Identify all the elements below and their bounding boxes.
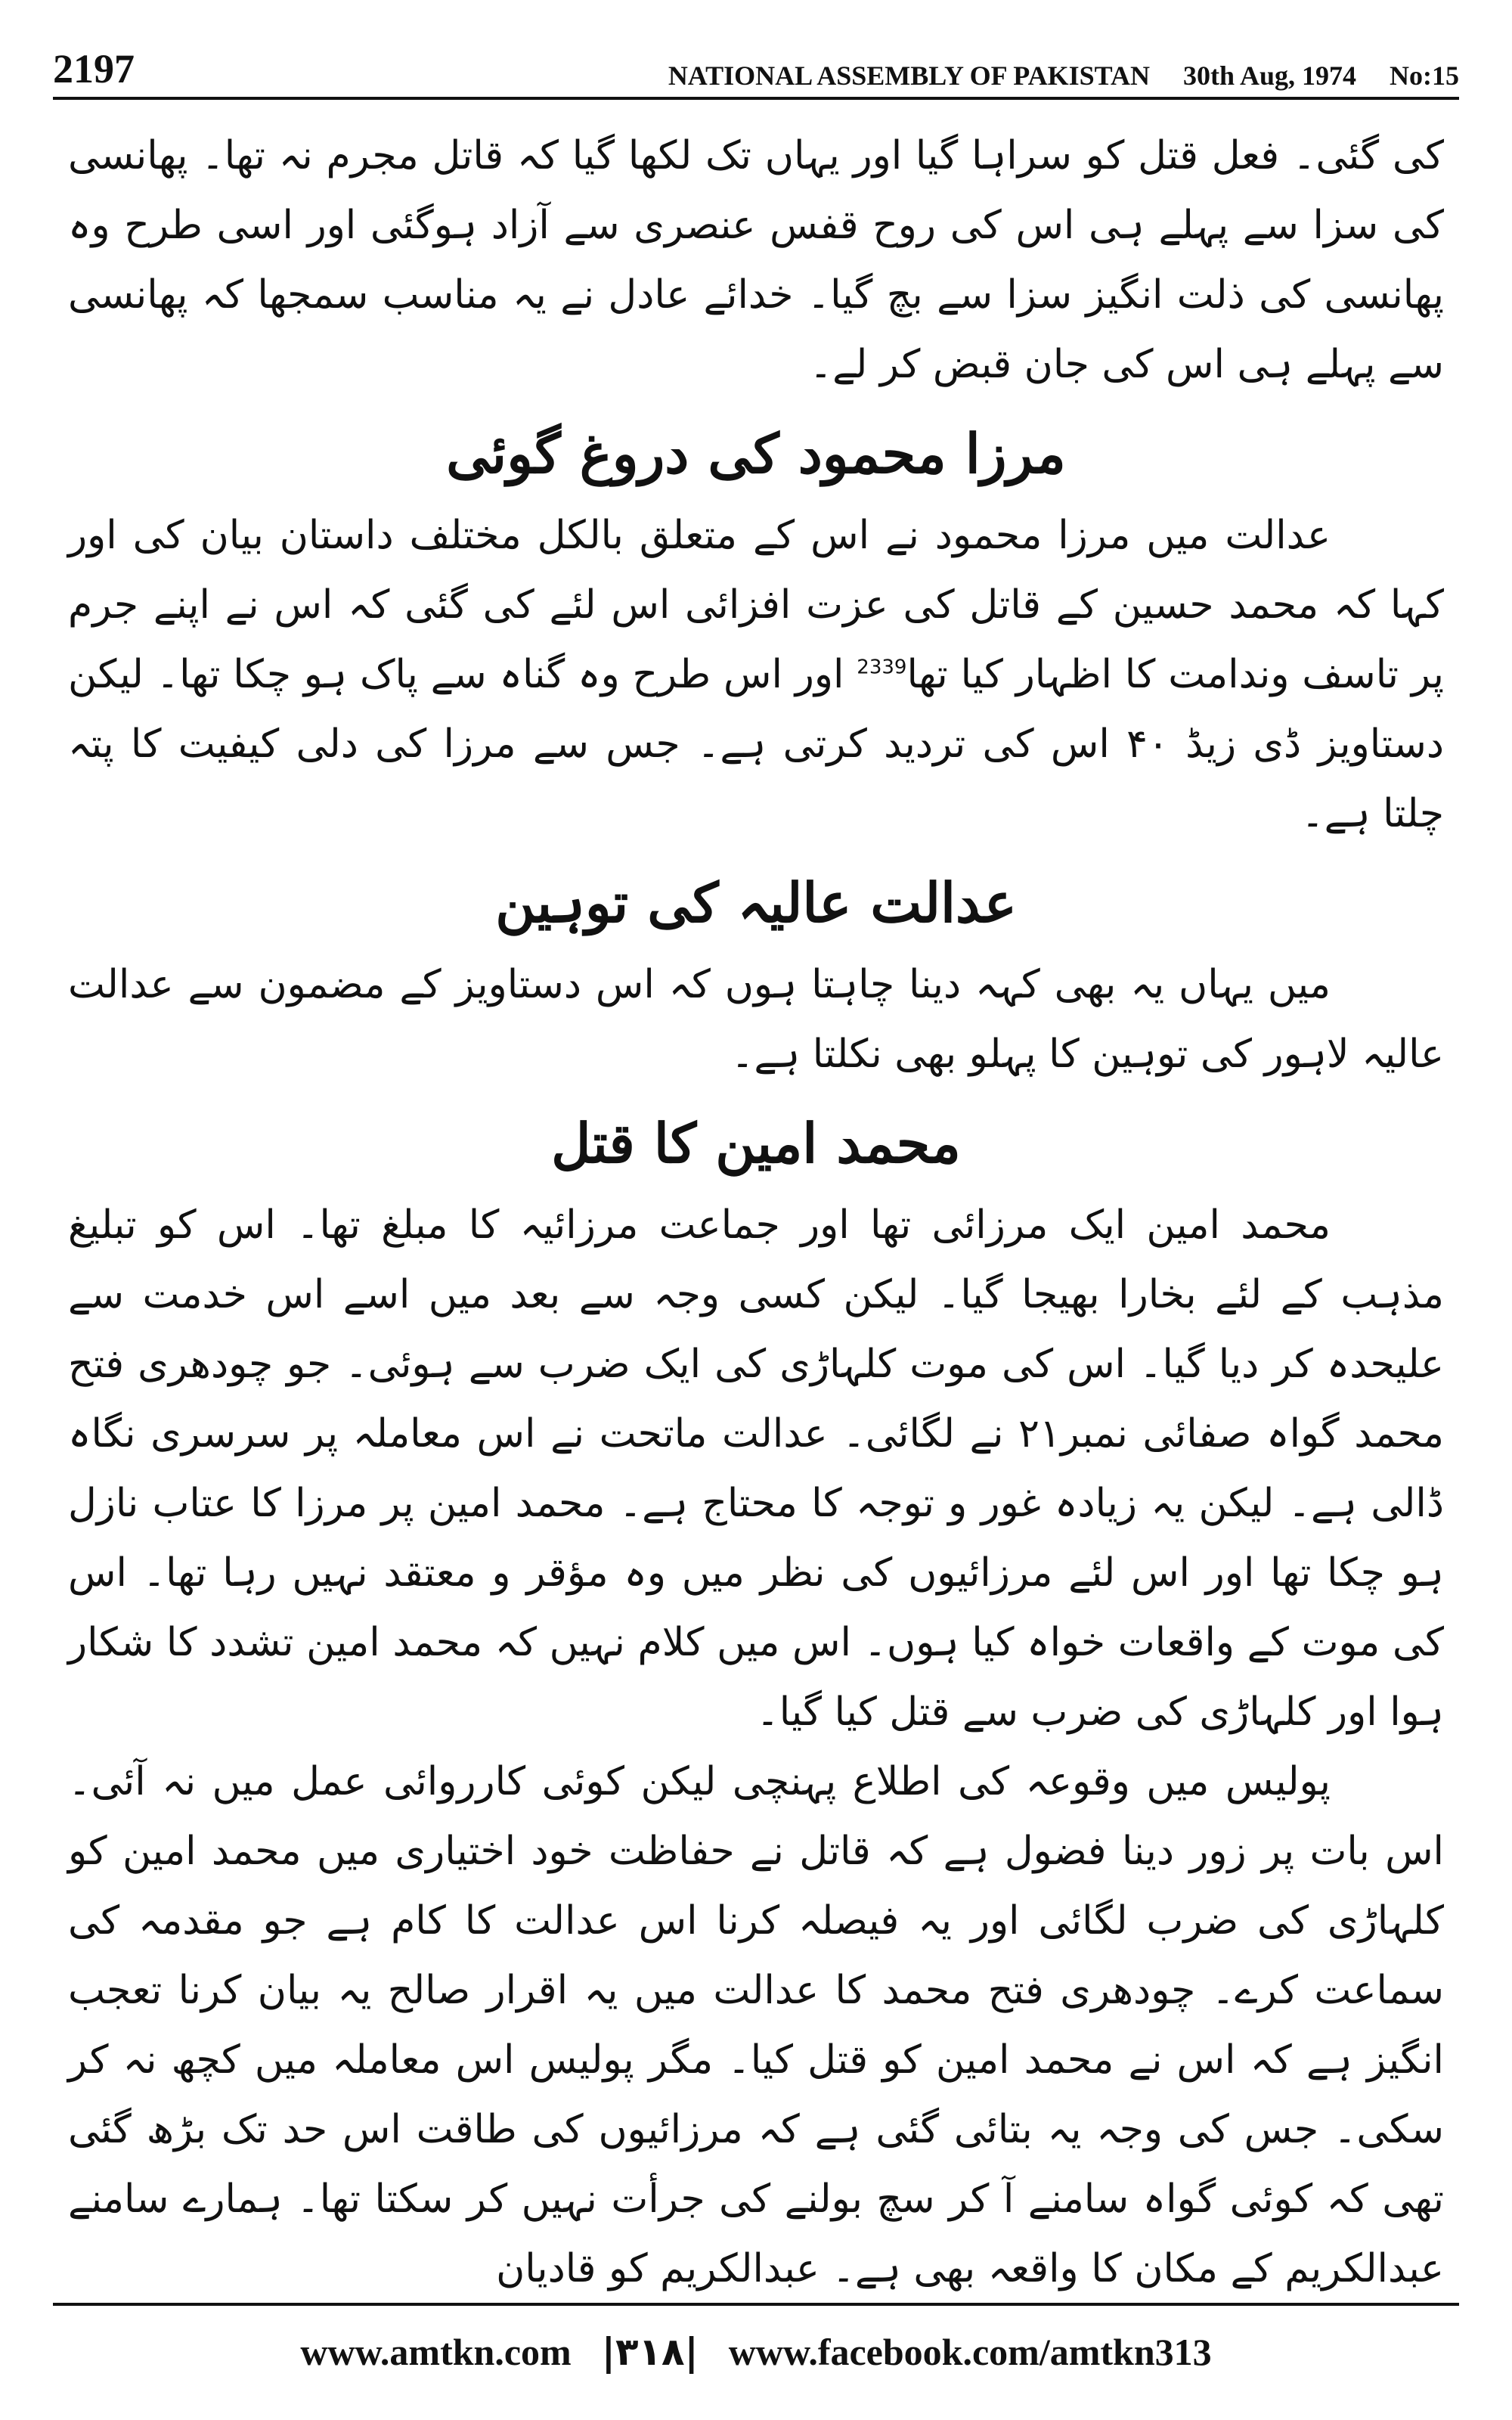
paragraph-2-part-a: عدالت میں مرزا محمود نے اس کے متعلق بالکل مختلف داستان بیان کی اور کہا کہ محمد حسین کے قاتل کی عزت افزائی اس لئے کی گئی کہ اس نے اپنے جرم پر تاسف وندامت کا اظہار کیا تھا [68,513,1445,697]
header-rule [53,97,1459,100]
header-meta [668,62,1459,89]
page-header [53,36,1459,92]
heading-mirza-mahmood: مرزا محمود کی دروغ گوئی [446,421,1066,486]
session-date: 30th Aug, 1974 [1182,60,1356,91]
page-body [68,121,1444,2304]
heading-contempt-of-court: عدالت عالیہ کی توہین [495,870,1017,935]
publication-title: NATIONAL ASSEMBLY OF PAKISTAN [668,60,1150,91]
heading-muhammad-amin-murder: محمد امین کا قتل [551,1111,961,1175]
book-page-number: |۳۱۸| [601,2330,699,2374]
paragraph-5: پولیس میں وقوعہ کی اطلاع پہنچی لیکن کوئی کارروائی عمل میں نہ آئی۔ اس بات پر زور دینا فضول ہے کہ قاتل نے حفاظت خود اختیاری میں محمد امین کو کلہاڑی کی ضرب لگائی اور یہ فیصلہ کرنا اس عدالت کا کام ہے جو مقدمہ کی سماعت کرے۔ چودھری فتح محمد کا عدالت میں یہ اقرار صالح یہ بیان کرنا تعجب انگیز ہے کہ اس نے محمد امین کو قتل کیا۔ مگر پولیس اس معاملہ میں کچھ نہ کر سکی۔ جس کی وجہ یہ بتائی گئی ہے کہ مرزائیوں کی طاقت اس حد تک بڑھ گئی تھی کہ کوئی گواہ سامنے آ کر سچ بولنے کی جرأت نہیں کر سکتا تھا۔ ہمارے سامنے عبدالکریم کے مکان کا واقعہ بھی ہے۔ عبدالکریم کو قادیان [68,1759,1444,2291]
issue-number: No:15 [1390,60,1459,91]
footer-rule [53,2303,1459,2306]
page-footer [53,2322,1459,2382]
paragraph-2-part-b: اور اس طرح وہ گناہ سے پاک ہو چکا تھا۔ لیکن دستاویز ڈی زیڈ ۴۰ اس کی تردید کرتی ہے۔ جس سے مرزا کی دلی کیفیت کا پتہ چلتا ہے۔ [68,652,1444,836]
website-link[interactable]: www.amtkn.com [300,2331,572,2373]
paragraph-1: کی گئی۔ فعل قتل کو سراہا گیا اور یہاں تک لکھا گیا کہ قاتل مجرم نہ تھا۔ پھانسی کی سزا سے پہلے ہی اس کی روح قفس عنصری سے آزاد ہوگئی اور اسی طرح وہ پھانسی کی ذلت انگیز سزا سے بچ گیا۔ خدائے عادل نے یہ مناسب سمجھا کہ پھانسی سے پہلے ہی اس کی جان قبض کر لے۔ [68,133,1444,387]
page-number: 2197 [53,46,135,92]
paragraph-4: محمد امین ایک مرزائی تھا اور جماعت مرزائیہ کا مبلغ تھا۔ اس کو تبلیغ مذہب کے لئے بخارا بھیجا گیا۔ لیکن کسی وجہ سے بعد میں اسے اس خدمت سے علیحدہ کر دیا گیا۔ اس کی موت کلہاڑی کی ایک ضرب سے ہوئی۔ جو چودھری فتح محمد گواہ صفائی نمبر۲۱ نے لگائی۔ عدالت ماتحت نے اس معاملہ پر سرسری نگاہ ڈالی ہے۔ لیکن یہ زیادہ غور و توجہ کا محتاج ہے۔ محمد امین پر مرزا کا عتاب نازل ہو چکا تھا اور اس لئے مرزائیوں کی نظر میں وہ مؤقر و معتقد نہیں رہا تھا۔ اس کی موت کے واقعات خواہ کیا ہوں۔ اس میں کلام نہیں کہ محمد امین تشدد کا شکار ہوا اور کلہاڑی کی ضرب سے قتل کیا گیا۔ [68,1202,1445,1735]
footnote-reference: 2339 [857,656,907,679]
paragraph-3: میں یہاں یہ بھی کہہ دینا چاہتا ہوں کہ اس دستاویز کے مضمون سے عدالت عالیہ لاہور کی توہین کا پہلو بھی نکلتا ہے۔ [68,962,1444,1077]
paragraph-2 [68,501,1444,849]
facebook-link[interactable]: www.facebook.com/amtkn313 [728,2331,1212,2373]
